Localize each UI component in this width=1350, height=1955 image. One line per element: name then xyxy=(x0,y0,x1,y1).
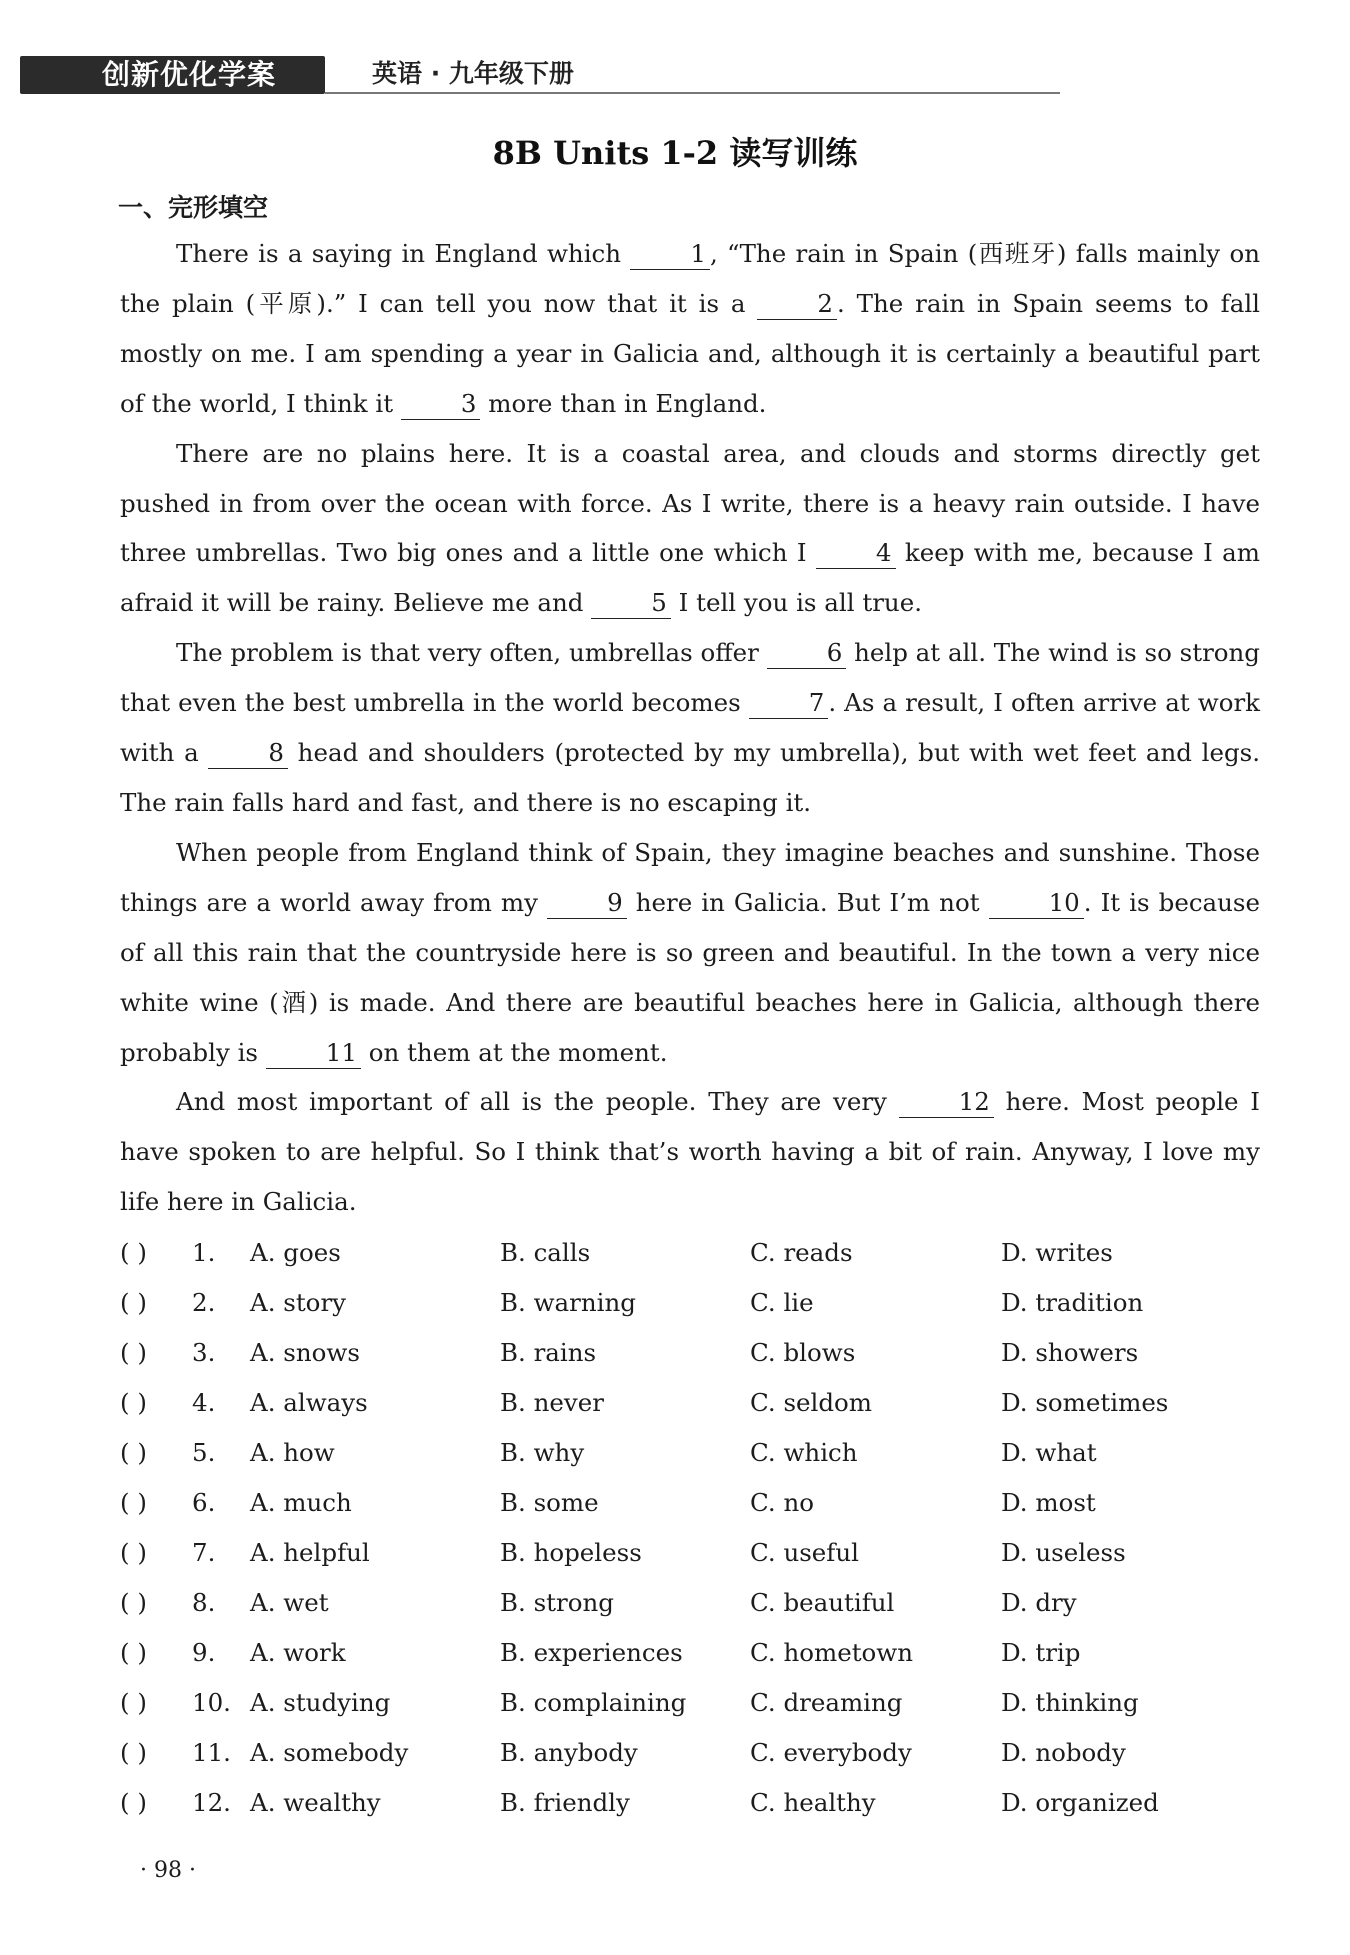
answer-bracket[interactable]: ( ) xyxy=(120,1688,147,1717)
answer-bracket[interactable]: ( ) xyxy=(120,1488,147,1517)
option-c: C. dreaming xyxy=(750,1688,903,1717)
option-c: C. lie xyxy=(750,1288,814,1317)
answer-bracket[interactable]: ( ) xyxy=(120,1288,147,1317)
option-a: A. somebody xyxy=(250,1738,409,1767)
option-c: C. beautiful xyxy=(750,1588,895,1617)
option-d: D. writes xyxy=(1001,1238,1113,1267)
question-number: 7. xyxy=(192,1538,216,1567)
option-c: C. hometown xyxy=(750,1638,914,1667)
header-divider xyxy=(325,92,1060,94)
option-d: D. useless xyxy=(1001,1538,1126,1567)
option-c: C. everybody xyxy=(750,1738,912,1767)
option-a: A. snows xyxy=(250,1338,360,1367)
option-d: D. sometimes xyxy=(1001,1388,1169,1417)
answer-bracket[interactable]: ( ) xyxy=(120,1738,147,1767)
answer-bracket[interactable]: ( ) xyxy=(120,1338,147,1367)
option-d: D. what xyxy=(1001,1438,1097,1467)
answer-bracket[interactable]: ( ) xyxy=(120,1238,147,1267)
section-heading: 一、完形填空 xyxy=(118,193,269,222)
question-number: 12. xyxy=(192,1788,231,1817)
option-d: D. most xyxy=(1001,1488,1096,1517)
answer-bracket[interactable]: ( ) xyxy=(120,1638,147,1667)
passage-paragraph: The problem is that very often, umbrellas offer 6 help at all. The wind is so strong that even the best umbrella in the world becomes 7 . As a result, I often arrive at work with a 8 head and shoulders (protected by my umbrella), but with wet feet and legs. The rain falls hard and fast, and there is no escaping it. xyxy=(120,638,1260,817)
option-a: A. how xyxy=(250,1438,335,1467)
passage-paragraph: There is a saying in England which 1 , “The rain in Spain (西班牙) falls mainly on the plain (平原).” I can tell you now that it is a 2 . The rain in Spain seems to fall mostly on me. I am spending a year in Galicia and, although it is certainly a beautiful part of the world, I think it 3 more than in England. xyxy=(120,239,1260,418)
question-number: 4. xyxy=(192,1388,216,1417)
option-a: A. wealthy xyxy=(250,1788,381,1817)
option-b: B. never xyxy=(500,1388,604,1417)
blank-11: 11 xyxy=(266,1038,361,1069)
answer-bracket[interactable]: ( ) xyxy=(120,1588,147,1617)
answer-bracket[interactable]: ( ) xyxy=(120,1788,147,1817)
passage-paragraph: When people from England think of Spain, they imagine beaches and sunshine. Those things are a world away from my 9 here in Galicia. But I’m not 10 . It is because of all this rain that the countryside here is so green and beautiful. In the town a very nice white wine (酒) is made. And there are beautiful beaches here in Galicia, although there probably is 11 on them at the moment. xyxy=(120,837,1261,1067)
question-number: 10. xyxy=(192,1688,231,1717)
option-d: D. dry xyxy=(1001,1588,1077,1617)
option-b: B. friendly xyxy=(500,1788,630,1817)
option-a: A. wet xyxy=(250,1588,329,1617)
question-row xyxy=(120,1478,1260,1528)
blank-12: 12 xyxy=(899,1087,994,1118)
answer-bracket[interactable]: ( ) xyxy=(120,1538,147,1567)
option-c: C. blows xyxy=(750,1338,856,1367)
question-number: 11. xyxy=(192,1738,231,1767)
question-row xyxy=(120,1278,1260,1328)
question-row xyxy=(120,1528,1260,1578)
blank-8: 8 xyxy=(208,738,288,769)
question-row xyxy=(120,1678,1260,1728)
passage-paragraph: And most important of all is the people. They are very 12 here. Most people I have spoken to are helpful. So I think that’s worth having a bit of rain. Anyway, I love my life here in Galicia. xyxy=(120,1087,1260,1217)
cloze-passage xyxy=(120,229,1260,1227)
option-d: D. tradition xyxy=(1001,1288,1144,1317)
question-row xyxy=(120,1628,1260,1678)
passage-paragraph: There are no plains here. It is a coastal area, and clouds and storms directly get pushed in from over the ocean with force. As I write, there is a heavy rain outside. I have three umbrellas. Two big ones and a little one which I 4 keep with me, because I am afraid it will be rainy. Believe me and 5 I tell you is all true. xyxy=(120,438,1260,618)
option-b: B. strong xyxy=(500,1588,614,1617)
page-title: 8B Units 1-2 读写训练 xyxy=(492,134,858,172)
question-number: 5. xyxy=(192,1438,216,1467)
option-a: A. story xyxy=(250,1288,346,1317)
blank-2: 2 xyxy=(757,289,837,320)
blank-5: 5 xyxy=(591,588,671,619)
blank-3: 3 xyxy=(401,389,481,420)
blank-1: 1 xyxy=(630,239,710,270)
option-d: D. organized xyxy=(1001,1788,1159,1817)
page-header xyxy=(20,52,1060,96)
option-c: C. healthy xyxy=(750,1788,876,1817)
question-number: 9. xyxy=(192,1638,216,1667)
blank-4: 4 xyxy=(816,538,896,569)
option-a: A. always xyxy=(250,1388,368,1417)
option-c: C. which xyxy=(750,1438,858,1467)
subject-label: 英语 · 九年级下册 xyxy=(372,59,574,88)
option-b: B. rains xyxy=(500,1338,597,1367)
question-number: 3. xyxy=(192,1338,216,1367)
question-row xyxy=(120,1428,1260,1478)
question-row xyxy=(120,1378,1260,1428)
option-c: C. reads xyxy=(750,1238,853,1267)
option-a: A. goes xyxy=(250,1238,341,1267)
question-number: 1. xyxy=(192,1238,216,1267)
option-d: D. thinking xyxy=(1001,1688,1139,1717)
option-d: D. nobody xyxy=(1001,1738,1126,1767)
page-number: · 98 · xyxy=(140,1858,196,1883)
brand-banner xyxy=(20,56,325,94)
option-a: A. helpful xyxy=(250,1538,370,1567)
option-b: B. warning xyxy=(500,1288,636,1317)
option-b: B. some xyxy=(500,1488,599,1517)
question-number: 6. xyxy=(192,1488,216,1517)
option-c: C. seldom xyxy=(750,1388,873,1417)
option-d: D. trip xyxy=(1001,1638,1081,1667)
blank-10: 10 xyxy=(989,888,1084,919)
question-row xyxy=(120,1328,1260,1378)
blank-9: 9 xyxy=(547,888,627,919)
option-a: A. much xyxy=(250,1488,352,1517)
option-b: B. why xyxy=(500,1438,585,1467)
option-c: C. no xyxy=(750,1488,814,1517)
option-a: A. work xyxy=(250,1638,346,1667)
blank-7: 7 xyxy=(749,688,829,719)
question-number: 8. xyxy=(192,1588,216,1617)
answer-bracket[interactable]: ( ) xyxy=(120,1438,147,1467)
option-c: C. useful xyxy=(750,1538,859,1567)
option-b: B. complaining xyxy=(500,1688,687,1717)
question-row xyxy=(120,1778,1260,1828)
blank-6: 6 xyxy=(767,638,847,669)
answer-options xyxy=(120,1228,1260,1828)
option-b: B. experiences xyxy=(500,1638,683,1667)
option-a: A. studying xyxy=(250,1688,391,1717)
answer-bracket[interactable]: ( ) xyxy=(120,1388,147,1417)
question-row xyxy=(120,1578,1260,1628)
option-d: D. showers xyxy=(1001,1338,1139,1367)
option-b: B. calls xyxy=(500,1238,591,1267)
question-number: 2. xyxy=(192,1288,216,1317)
question-row xyxy=(120,1728,1260,1778)
question-row xyxy=(120,1228,1260,1278)
brand-logo-text: 创新优化学案 xyxy=(102,58,277,91)
option-b: B. hopeless xyxy=(500,1538,642,1567)
option-b: B. anybody xyxy=(500,1738,638,1767)
